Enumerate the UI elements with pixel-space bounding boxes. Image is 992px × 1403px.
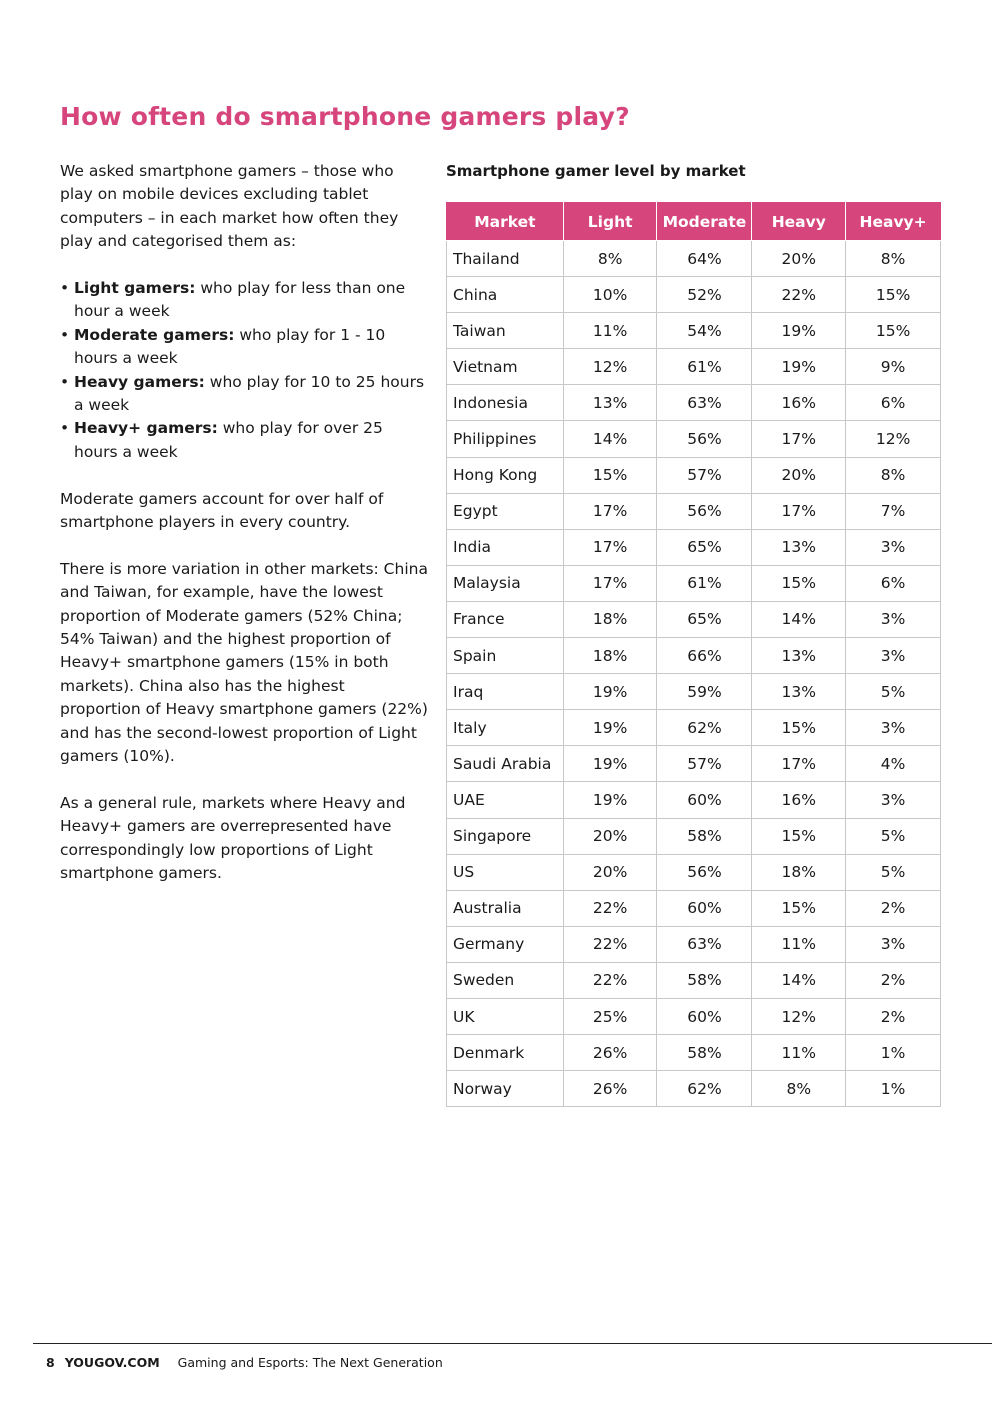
intro-paragraph: We asked smartphone gamers – those who play on mobile devices excluding tablet computers – in each market how often they play and categorised them as: — [60, 162, 399, 251]
heavy-plus-cell: 1% — [846, 1071, 941, 1107]
table-row — [447, 241, 941, 277]
heavy-plus-cell: 6% — [846, 385, 941, 421]
market-cell: Norway — [447, 1071, 564, 1107]
column-header-light: Light — [563, 203, 657, 241]
market-cell: Iraq — [447, 674, 564, 710]
heavy-cell: 19% — [752, 349, 846, 385]
heavy-plus-cell: 5% — [846, 818, 941, 854]
heavy-cell: 17% — [752, 493, 846, 529]
light-cell: 14% — [563, 421, 657, 457]
table-row — [447, 782, 941, 818]
heavy-cell: 17% — [752, 746, 846, 782]
summary-paragraph: Moderate gamers account for over half of smartphone players in every country. — [60, 489, 384, 532]
heavy-cell: 19% — [752, 313, 846, 349]
table-row — [447, 493, 941, 529]
light-cell: 26% — [563, 1035, 657, 1071]
heavy-cell: 18% — [752, 854, 846, 890]
moderate-cell: 61% — [657, 349, 752, 385]
heavy-cell: 17% — [752, 421, 846, 457]
market-cell: Philippines — [447, 421, 564, 457]
light-cell: 11% — [563, 313, 657, 349]
bullet-desc: who play for 1 - 10 hours a week — [74, 325, 386, 368]
heavy-cell: 11% — [752, 926, 846, 962]
market-cell: Germany — [447, 926, 564, 962]
heavy-plus-cell: 5% — [846, 674, 941, 710]
moderate-cell: 63% — [657, 926, 752, 962]
moderate-cell: 57% — [657, 457, 752, 493]
bullet-desc: who play for less than one hour a week — [74, 279, 406, 321]
light-cell: 8% — [563, 241, 657, 277]
moderate-cell: 59% — [657, 674, 752, 710]
market-cell: Indonesia — [447, 385, 564, 421]
market-cell: France — [447, 601, 564, 637]
page-number: 8 — [46, 1355, 55, 1370]
market-cell: China — [447, 277, 564, 313]
heavy-plus-cell: 8% — [846, 457, 941, 493]
market-cell: Australia — [447, 890, 564, 926]
light-cell: 15% — [563, 457, 657, 493]
bullet-desc: who play for 10 to 25 hours a week — [74, 372, 425, 415]
heavy-cell: 13% — [752, 674, 846, 710]
market-cell: Thailand — [447, 241, 564, 277]
heavy-plus-cell: 3% — [846, 601, 941, 637]
heavy-plus-cell: 2% — [846, 890, 941, 926]
light-cell: 19% — [563, 710, 657, 746]
market-cell: Singapore — [447, 818, 564, 854]
footer — [46, 1355, 443, 1370]
list-item: • Heavy+ gamers: who play for over 25 hours a week — [60, 419, 383, 461]
heavy-plus-cell: 3% — [846, 529, 941, 565]
table-row — [447, 638, 941, 674]
table-row — [447, 349, 941, 385]
intro-text — [60, 160, 430, 909]
bullet-term: Heavy gamers: — [74, 372, 205, 391]
table-body — [447, 241, 941, 1107]
bullet-term: Moderate gamers: — [74, 325, 235, 344]
footer-divider — [33, 1343, 992, 1344]
heavy-plus-cell: 1% — [846, 1035, 941, 1071]
light-cell: 17% — [563, 565, 657, 601]
heavy-plus-cell: 15% — [846, 277, 941, 313]
moderate-cell: 56% — [657, 854, 752, 890]
light-cell: 12% — [563, 349, 657, 385]
moderate-cell: 63% — [657, 385, 752, 421]
heavy-plus-cell: 2% — [846, 962, 941, 998]
moderate-cell: 60% — [657, 998, 752, 1034]
light-cell: 17% — [563, 529, 657, 565]
table-row — [447, 962, 941, 998]
heavy-cell: 20% — [752, 457, 846, 493]
table-row — [447, 277, 941, 313]
moderate-cell: 64% — [657, 241, 752, 277]
heavy-cell: 12% — [752, 998, 846, 1034]
publication-title: Gaming and Esports: The Next Generation — [177, 1355, 443, 1370]
moderate-cell: 60% — [657, 782, 752, 818]
table-row — [447, 421, 941, 457]
table-row — [447, 890, 941, 926]
market-cell: Italy — [447, 710, 564, 746]
light-cell: 22% — [563, 890, 657, 926]
market-cell: Sweden — [447, 962, 564, 998]
table-header-row — [447, 203, 941, 241]
table-row — [447, 1035, 941, 1071]
table-row — [447, 529, 941, 565]
column-header-heavy-plus: Heavy+ — [846, 203, 941, 241]
moderate-cell: 65% — [657, 529, 752, 565]
light-cell: 22% — [563, 962, 657, 998]
table-row — [447, 710, 941, 746]
light-cell: 22% — [563, 926, 657, 962]
table-row — [447, 854, 941, 890]
heavy-cell: 14% — [752, 962, 846, 998]
column-header-moderate: Moderate — [657, 203, 752, 241]
heavy-cell: 22% — [752, 277, 846, 313]
market-cell: Taiwan — [447, 313, 564, 349]
table-row — [447, 818, 941, 854]
light-cell: 26% — [563, 1071, 657, 1107]
light-cell: 19% — [563, 674, 657, 710]
light-cell: 18% — [563, 601, 657, 637]
table-row — [447, 674, 941, 710]
heavy-plus-cell: 3% — [846, 710, 941, 746]
moderate-cell: 58% — [657, 962, 752, 998]
market-cell: Saudi Arabia — [447, 746, 564, 782]
gamer-level-table — [446, 202, 941, 1107]
table-row — [447, 601, 941, 637]
heavy-plus-cell: 12% — [846, 421, 941, 457]
light-cell: 13% — [563, 385, 657, 421]
moderate-cell: 54% — [657, 313, 752, 349]
heavy-cell: 15% — [752, 818, 846, 854]
market-cell: US — [447, 854, 564, 890]
table-row — [447, 1071, 941, 1107]
market-cell: Spain — [447, 638, 564, 674]
table-title: Smartphone gamer level by market — [446, 162, 746, 180]
market-cell: Vietnam — [447, 349, 564, 385]
heavy-plus-cell: 8% — [846, 241, 941, 277]
moderate-cell: 62% — [657, 1071, 752, 1107]
moderate-cell: 56% — [657, 493, 752, 529]
bullet-term: Heavy+ gamers: — [74, 419, 218, 438]
moderate-cell: 58% — [657, 818, 752, 854]
light-cell: 25% — [563, 998, 657, 1034]
moderate-cell: 60% — [657, 890, 752, 926]
heavy-plus-cell: 6% — [846, 565, 941, 601]
market-cell: UAE — [447, 782, 564, 818]
heavy-cell: 13% — [752, 529, 846, 565]
heavy-plus-cell: 3% — [846, 926, 941, 962]
heavy-plus-cell: 3% — [846, 638, 941, 674]
heavy-cell: 15% — [752, 890, 846, 926]
table-row — [447, 313, 941, 349]
heavy-cell: 16% — [752, 385, 846, 421]
light-cell: 20% — [563, 818, 657, 854]
table-row — [447, 746, 941, 782]
heavy-plus-cell: 3% — [846, 782, 941, 818]
table-row — [447, 565, 941, 601]
moderate-cell: 61% — [657, 565, 752, 601]
light-cell: 20% — [563, 854, 657, 890]
market-cell: Hong Kong — [447, 457, 564, 493]
column-header-heavy: Heavy — [752, 203, 846, 241]
general-rule-paragraph: As a general rule, markets where Heavy and Heavy+ gamers are overrepresented have correspondingly low proportions of Light smartphone gamers. — [60, 793, 406, 883]
bullet-term: Light gamers: — [74, 279, 196, 298]
market-cell: Malaysia — [447, 565, 564, 601]
light-cell: 17% — [563, 493, 657, 529]
heavy-plus-cell: 7% — [846, 493, 941, 529]
moderate-cell: 62% — [657, 710, 752, 746]
market-cell: Egypt — [447, 493, 564, 529]
bullet-desc: who play for over 25 hours a week — [74, 419, 383, 461]
moderate-cell: 66% — [657, 638, 752, 674]
moderate-cell: 52% — [657, 277, 752, 313]
light-cell: 19% — [563, 746, 657, 782]
moderate-cell: 56% — [657, 421, 752, 457]
moderate-cell: 57% — [657, 746, 752, 782]
heavy-cell: 15% — [752, 565, 846, 601]
light-cell: 19% — [563, 782, 657, 818]
market-cell: UK — [447, 998, 564, 1034]
site-name: YOUGOV.COM — [64, 1355, 160, 1370]
heavy-cell: 14% — [752, 601, 846, 637]
moderate-cell: 58% — [657, 1035, 752, 1071]
heavy-cell: 8% — [752, 1071, 846, 1107]
table-row — [447, 385, 941, 421]
heavy-plus-cell: 2% — [846, 998, 941, 1034]
heavy-plus-cell: 4% — [846, 746, 941, 782]
light-cell: 10% — [563, 277, 657, 313]
list-item: • Moderate gamers: who play for 1 - 10 hours a week — [60, 325, 386, 368]
heavy-cell: 20% — [752, 241, 846, 277]
moderate-cell: 65% — [657, 601, 752, 637]
market-cell: Denmark — [447, 1035, 564, 1071]
heavy-cell: 15% — [752, 710, 846, 746]
light-cell: 18% — [563, 638, 657, 674]
heavy-cell: 11% — [752, 1035, 846, 1071]
heavy-plus-cell: 15% — [846, 313, 941, 349]
market-cell: India — [447, 529, 564, 565]
gamer-categories-list — [60, 277, 430, 464]
page-title: How often do smartphone gamers play? — [60, 102, 630, 131]
list-item: • Light gamers: who play for less than one hour a week — [60, 279, 406, 321]
table-row — [447, 998, 941, 1034]
table-row — [447, 457, 941, 493]
heavy-cell: 16% — [752, 782, 846, 818]
heavy-plus-cell: 5% — [846, 854, 941, 890]
table-row — [447, 926, 941, 962]
heavy-cell: 13% — [752, 638, 846, 674]
variation-paragraph: There is more variation in other markets: China and Taiwan, for example, have the lowest proportion of Moderate gamers (52% China; 54% Taiwan) and the highest proportion of Heavy+ smartphone gamers (15% in both markets). China also has the highest proportion of Heavy smartphone gamers (22%) and has the second-lowest proportion of Light gamers (10%). — [60, 559, 428, 766]
heavy-plus-cell: 9% — [846, 349, 941, 385]
list-item: • Heavy gamers: who play for 10 to 25 hours a week — [60, 372, 425, 415]
column-header-market: Market — [447, 203, 564, 241]
